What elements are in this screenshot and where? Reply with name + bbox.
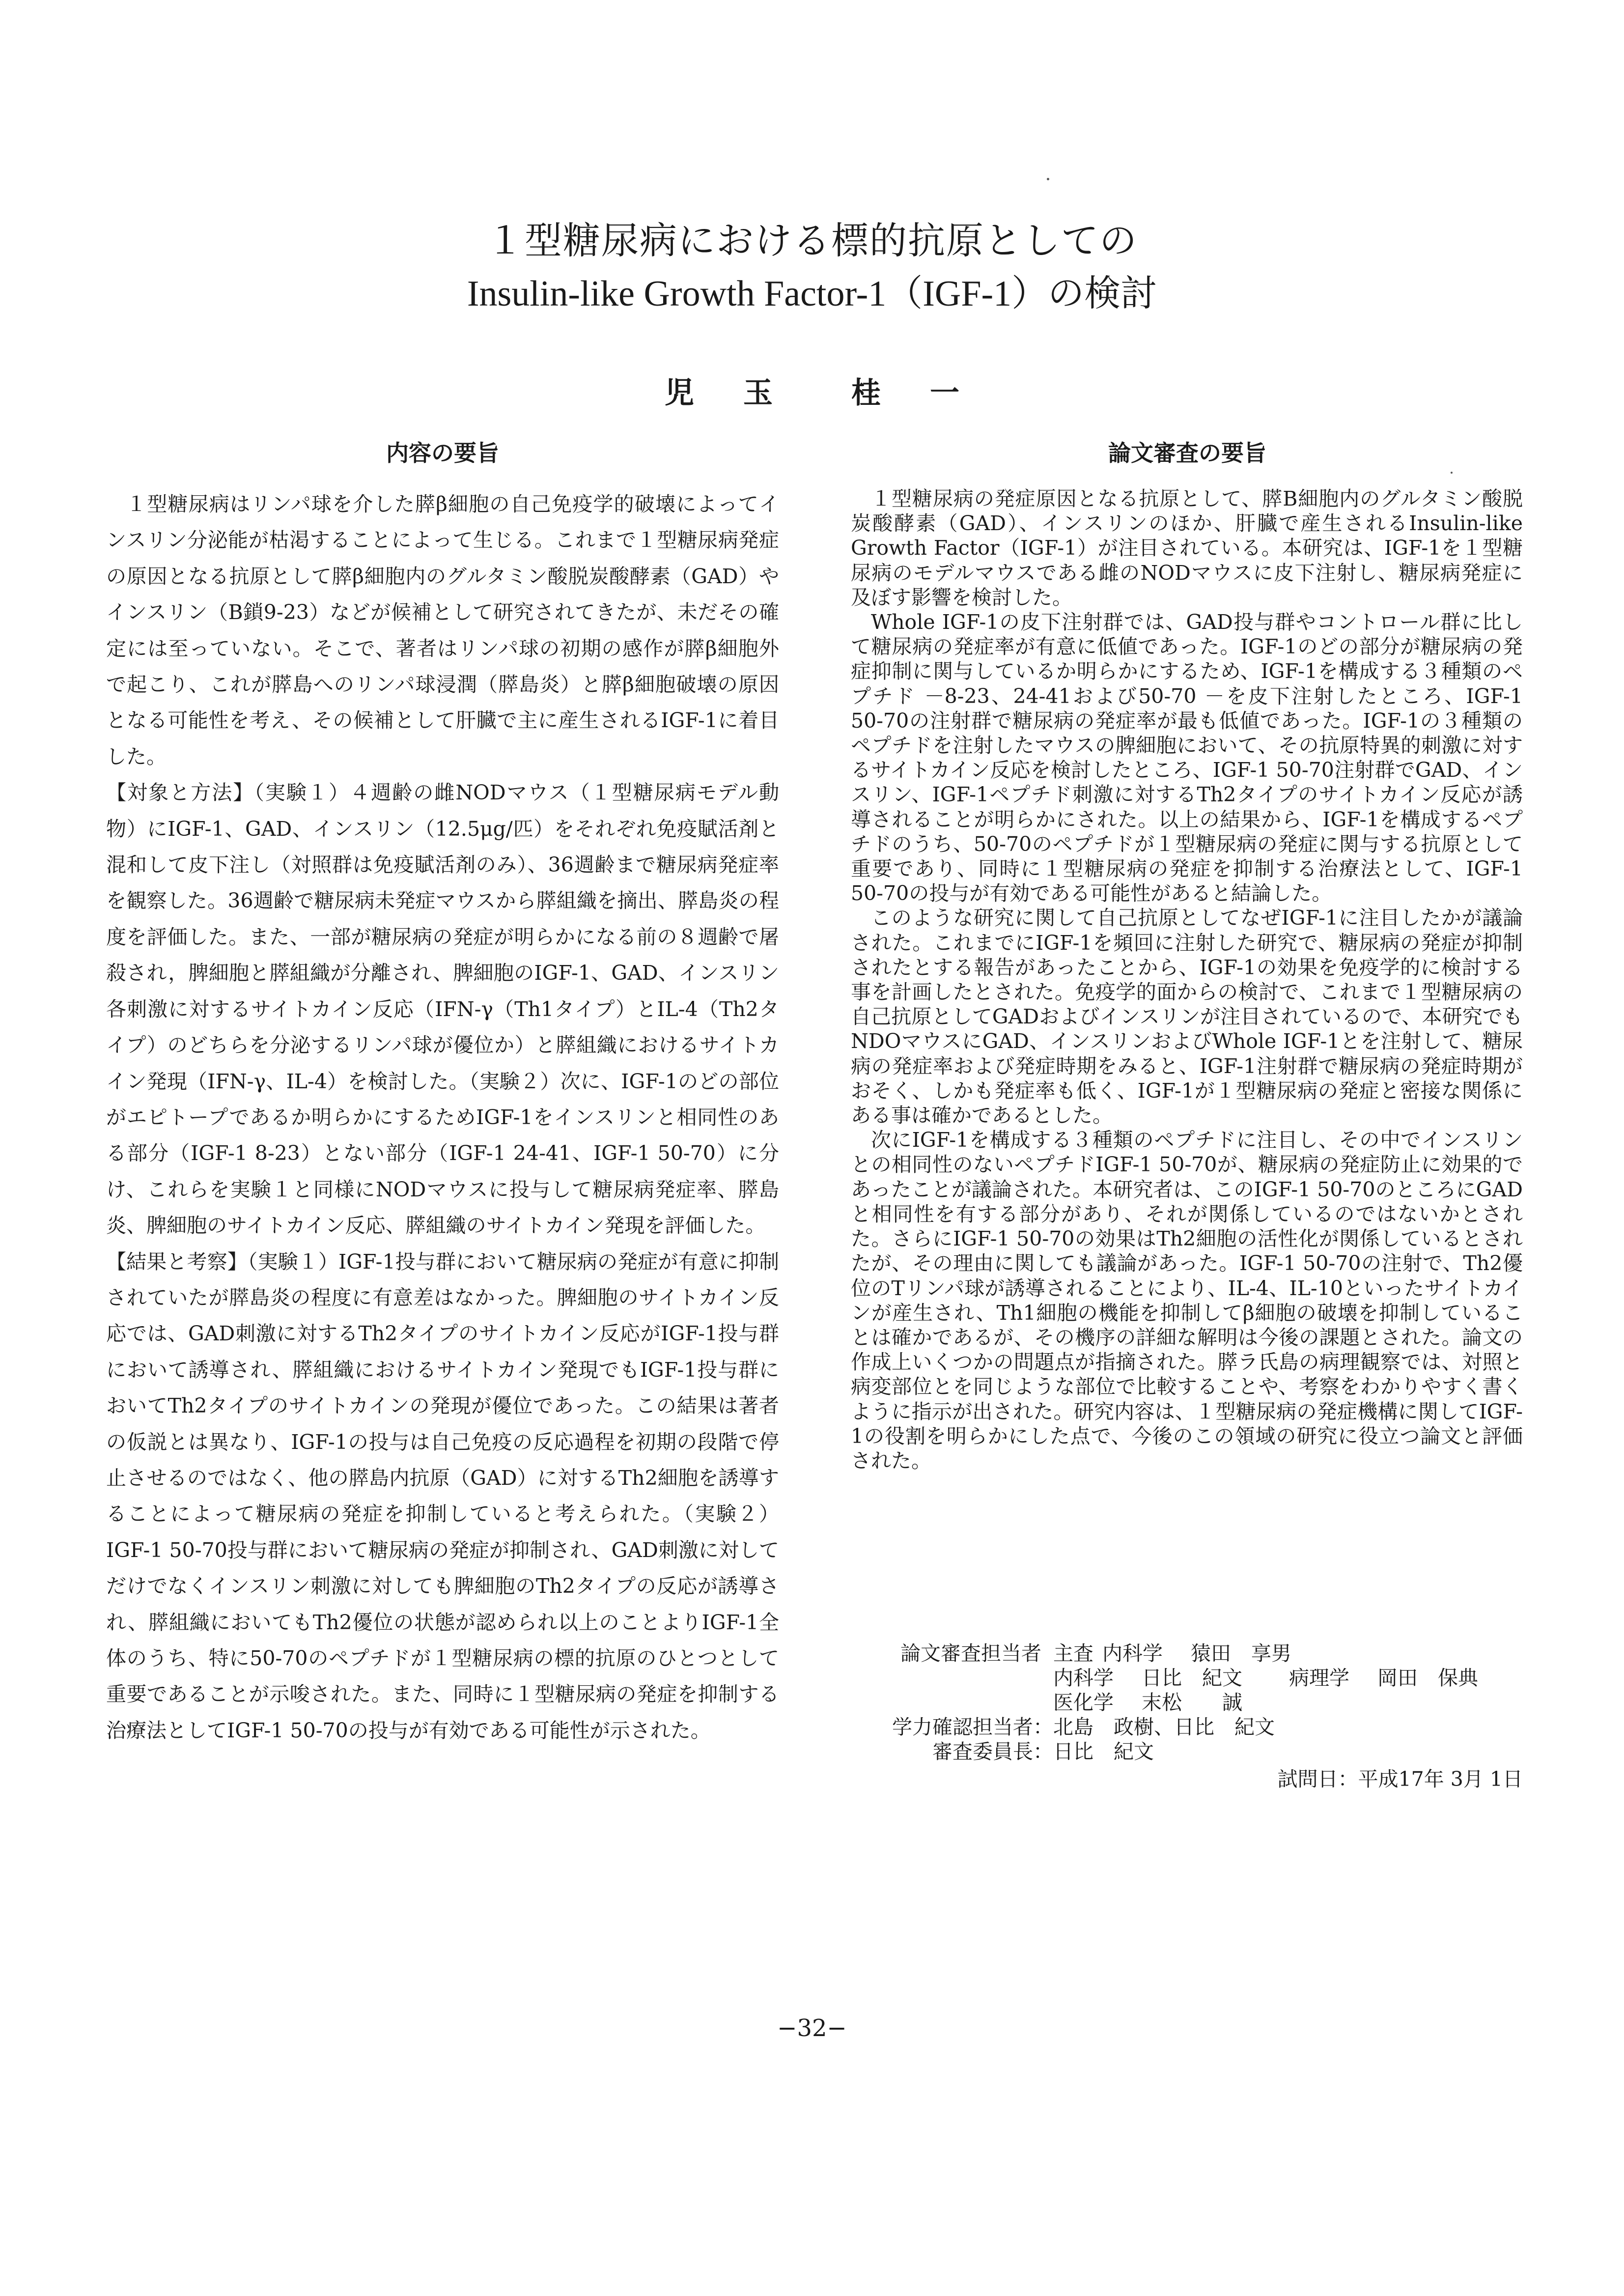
author-name <box>0 373 1624 413</box>
review-paragraph: １型糖尿病の発症原因となる抗原として、膵B細胞内のグルタミン酸脱炭酸酵素（GAD）、インスリンのほか、肝臓で産生されるInsulin-like Growth Factor（IGF-1）が注目されている。本研究は、IGF-1を１型糖尿病のモデルマウスである雌のNODマウスに皮下注射し、糖尿病発症に及ぼす影響を検討した。 <box>851 487 1523 609</box>
summary-paragraph: 【結果と考察】（実験１）IGF-1投与群において糖尿病の発症が有意に抑制されていたが膵島炎の程度に有意差はなかった。脾細胞のサイトカイン反応では、GAD刺激に対するTh2タイプのサイトカイン反応がIGF-1投与群において誘導され、膵組織におけるサイトカイン発現でもIGF-1投与群においてTh2タイプのサイトカインの発現が優位であった。この結果は著者の仮説とは異なり、IGF-1の投与は自己免疫の反応過程を初期の段階で停止させるのではなく、他の膵島内抗原（GAD）に対するTh2細胞を誘導することによって糖尿病の発症を抑制していると考えられた。（実験２）IGF-1 50-70投与群において糖尿病の発症が抑制され、GAD刺激に対してだけでなくインスリン刺激に対しても脾細胞のTh2タイプの反応が誘導され、膵組織においてもTh2優位の状態が認められ以上のことよりIGF-1全体のうち、特に50-70のペプチドが１型糖尿病の標的抗原のひとつとして重要であることが示唆された。また、同時に１型糖尿病の発症を抑制する治療法としてIGF-1 50-70の投与が有効である可能性が示された。 <box>106 1249 779 1742</box>
scan-speck <box>1451 472 1453 474</box>
summary-heading: 内容の要旨 <box>386 440 499 466</box>
committee-row <box>865 1739 1523 1764</box>
page-number: −32− <box>777 2014 847 2042</box>
summary-column <box>106 486 779 1749</box>
academic-names: 北島 政樹、日比 紀文 <box>1053 1715 1275 1739</box>
summary-paragraph: 【対象と方法】（実験１）４週齢の雌NODマウス（１型糖尿病モデル動物）にIGF-1、GAD、インスリン（12.5μg/匹）をそれぞれ免疫賦活剤と混和して皮下注し（対照群は免疫賦活剤のみ）、36週齢まで糖尿病発症率を観察した。36週齢で糖尿病未発症マウスから膵組織を摘出、膵島炎の程度を評価した。また、一部が糖尿病の発症が明らかになる前の８週齢で屠殺され，脾細胞と膵組織が分離され、脾細胞のIGF-1、GAD、インスリン各刺激に対するサイトカイン反応（IFN-γ（Th1タイプ）とIL-4（Th2タイプ）のどちらを分泌するリンパ球が優位か）と膵組織におけるサイトカイン発現（IFN-γ、IL-4）を検討した。（実験２）次に、IGF-1のどの部位がエピトープであるか明らかにするためIGF-1をインスリンと相同性のある部分（IGF-1 8-23）とない部分（IGF-1 24-41、IGF-1 50-70）に分け、これらを実験１と同様にNODマウスに投与して糖尿病発症率、膵島炎、脾細胞のサイトカイン反応、膵組織のサイトカイン発現を評価した。 <box>106 781 779 1238</box>
review-paragraph: 次にIGF-1を構成する３種類のペプチドに注目し、その中でインスリンとの相同性のないペプチドIGF-1 50-70が、糖尿病の発症防止に効果的であったことが議論された。本研究者は、このIGF-1 50-70のところにGADと相同性を有する部分があり、それが関係しているのではないかとされた。さらにIGF-1 50-70の効果はTh2細胞の活性化が関係しているとされたが、その理由に関しても議論があった。IGF-1 50-70の注射で、Th2優位のTリンパ球が誘導されることにより、IL-4、IL-10といったサイトカインが産生され、Th1細胞の機能を抑制してβ細胞の破壊を抑制していることは確かであるが、その機序の詳細な解明は今後の課題とされた。論文の作成上いくつかの問題点が指摘された。膵ラ氏島の病理観察では、対照と病変部位とを同じような部位で比較することや、考察をわかりやすく書くように指示が出された。研究内容は、１型糖尿病の発症機構に関してIGF-1の役割を明らかにした点で、今後のこの領域の研究に役立つ論文と評価された。 <box>851 1128 1523 1473</box>
committee-list <box>865 1641 1523 1764</box>
review-paragraph: Whole IGF-1の皮下注射群では、GAD投与群やコントロール群に比して糖尿病の発症率が有意に低値であった。IGF-1のどの部分が糖尿病の発症抑制に関与しているか明らかにするため、IGF-1を構成する３種類のペプチド －8-23、24-41および50-70 －を皮下注射したところ、IGF-1 50-70の注射群で糖尿病の発症率が最も低値であった。IGF-1の３種類のペプチドを注射したマウスの脾細胞において、その抗原特異的刺激に対するサイトカイン反応を検討したところ、IGF-1 50-70注射群でGAD、インスリン、IGF-1ペプチド刺激に対するTh2タイプのサイトカイン反応が誘導されることが明らかにされた。以上の結果から、IGF-1を構成するペプチドのうち、50-70のペプチドが１型糖尿病の発症に関与する抗原として重要であり、同時に１型糖尿病の発症を抑制する治療法として、IGF-1 50-70の投与が有効である可能性があると結論した。 <box>851 610 1523 906</box>
dept: 医化学 <box>1053 1691 1114 1714</box>
committee-row <box>865 1641 1523 1666</box>
academic-label: 学力確認担当者： <box>892 1715 1053 1739</box>
author-char: 玉 <box>743 376 773 410</box>
member-name: 猿田 享男 <box>1191 1642 1291 1665</box>
dept: 病理学 <box>1289 1666 1349 1690</box>
chair-label: 審査委員長： <box>932 1740 1053 1763</box>
committee-row <box>865 1690 1523 1715</box>
dept: 内科学 <box>1053 1666 1114 1690</box>
committee-row <box>865 1666 1523 1690</box>
scan-speck <box>1047 178 1049 180</box>
author-char: 児 <box>665 376 694 410</box>
member-name: 岡田 保典 <box>1377 1666 1478 1690</box>
member-name: 日比 紀文 <box>1142 1666 1242 1690</box>
title-line-2: Insulin-like Growth Factor-1（IGF-1）の検討 <box>467 274 1157 314</box>
committee-row <box>865 1715 1523 1739</box>
examiner-label: 論文審査担当者 <box>900 1642 1041 1665</box>
author-char: 一 <box>930 376 959 410</box>
summary-paragraph: １型糖尿病はリンパ球を介した膵β細胞の自己免疫学的破壊によってインスリン分泌能が枯渇することによって生じる。これまで１型糖尿病発症の原因となる抗原として膵β細胞内のグルタミン酸脱炭酸酵素（GAD）やインスリン（B鎖9-23）などが候補として研究されてきたが、未だその確定には至っていない。そこで、著者はリンパ球の初期の感作が膵β細胞外で起こり、これが膵島へのリンパ球浸潤（膵島炎）と膵β細胞破壊の原因となる可能性を考え、その候補として肝臓で主に産生されるIGF-1に着目した。 <box>106 492 779 768</box>
member-name: 末松 誠 <box>1142 1691 1242 1714</box>
title-line-1: １型糖尿病における標的抗原としての <box>486 219 1138 262</box>
chief-role: 主査 <box>1053 1642 1093 1665</box>
dept: 内科学 <box>1102 1642 1163 1665</box>
review-paragraph: このような研究に関して自己抗原としてなぜIGF-1に注目したかが議論された。これまでにIGF-1を頻回に注射した研究で、糖尿病の発症が抑制されたとする報告があったことから、IGF-1の効果を免疫学的に検討する事を計画したとされた。免疫学的面からの検討で、これまで１型糖尿病の自己抗原としてGADおよびインスリンが注目されているので、本研究でもNDOマウスにGAD、インスリンおよびWhole IGF-1とを注射して、糖尿病の発症率および発症時期をみると、IGF-1注射群で糖尿病の発症時期がおそく、しかも発症率も低く、IGF-1が１型糖尿病の発症と密接な関係にある事は確かであるとした。 <box>851 906 1523 1128</box>
author-char: 桂 <box>851 376 881 410</box>
exam-date: 試問日：平成17年 3月 1日 <box>1277 1767 1523 1791</box>
review-column <box>851 486 1523 1473</box>
review-heading: 論文審査の要旨 <box>1108 440 1266 466</box>
chair-name: 日比 紀文 <box>1053 1740 1154 1763</box>
